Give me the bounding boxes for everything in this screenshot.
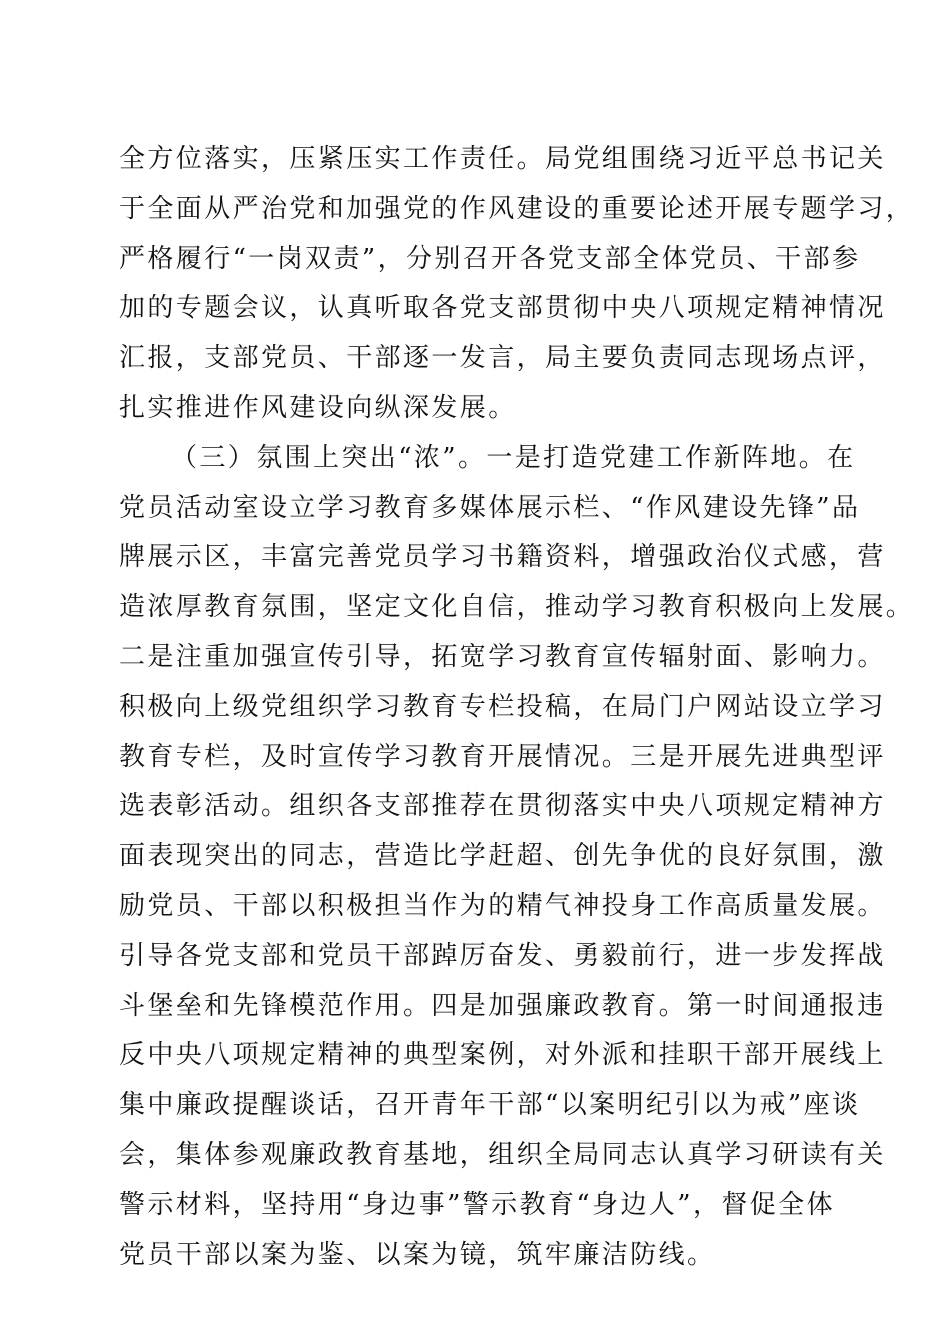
text-line: 励党员、干部以积极担当作为的精气神投身工作高质量发展。 — [119, 890, 886, 921]
section-heading-line: （三）氛围上突出“浓”。一是打造党建工作新阵地。在 — [171, 442, 856, 473]
text-line: 严格履行“一岗双责”，分别召开各党支部全体党员、干部参 — [119, 243, 861, 274]
text-line: 造浓厚教育氛围，坚定文化自信，推动学习教育积极向上发展。 — [119, 592, 915, 623]
text-line: 会，集体参观廉政教育基地，组织全局同志认真学习研读有关 — [119, 1139, 886, 1170]
text-line: 反中央八项规定精神的典型案例，对外派和挂职干部开展线上 — [119, 1040, 886, 1071]
text-line: 教育专栏，及时宣传学习教育开展情况。三是开展先进典型评 — [119, 741, 886, 772]
text-line: 面表现突出的同志，营造比学赶超、创先争优的良好氛围，激 — [119, 841, 886, 872]
text-line: 党员活动室设立学习教育多媒体展示栏、“作风建设先锋”品 — [119, 492, 861, 523]
body-text — [119, 135, 915, 1280]
text-line: 牌展示区，丰富完善党员学习书籍资料，增强政治仪式感，营 — [119, 542, 886, 573]
paragraph-atmosphere — [119, 434, 915, 1281]
text-line: 引导各党支部和党员干部踔厉奋发、勇毅前行，进一步发挥战 — [119, 940, 886, 971]
text-line: 于全面从严治党和加强党的作风建设的重要论述开展专题学习， — [119, 193, 915, 224]
text-line: 斗堡垒和先锋模范作用。四是加强廉政教育。第一时间通报违 — [119, 990, 886, 1021]
text-line: 全方位落实，压紧压实工作责任。局党组围绕习近平总书记关 — [119, 144, 886, 174]
text-line: 二是注重加强宣传引导，拓宽学习教育宣传辐射面、影响力。 — [119, 641, 886, 672]
text-line: 警示材料，坚持用“身边事”警示教育“身边人”，督促全体 — [119, 1189, 835, 1220]
paragraph-responsibility — [119, 135, 915, 434]
text-line: 加的专题会议，认真听取各党支部贯彻中央八项规定精神情况 — [119, 293, 886, 324]
text-line: 集中廉政提醒谈话，召开青年干部“以案明纪引以为戒”座谈 — [119, 1090, 861, 1121]
text-line: 党员干部以案为鉴、以案为镜，筑牢廉洁防线。 — [119, 1239, 716, 1270]
text-line: 选表彰活动。组织各支部推荐在贯彻落实中央八项规定精神方 — [119, 791, 886, 822]
text-line: 积极向上级党组织学习教育专栏投稿，在局门户网站设立学习 — [119, 691, 886, 722]
text-line: 汇报，支部党员、干部逐一发言，局主要负责同志现场点评， — [119, 343, 886, 374]
text-line: 扎实推进作风建设向纵深发展。 — [119, 392, 517, 423]
